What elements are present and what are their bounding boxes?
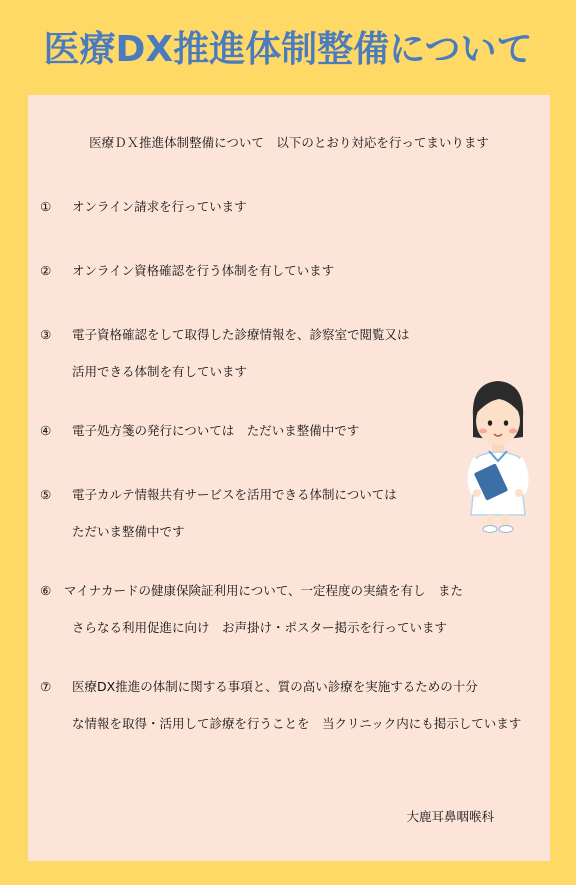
nurse-illustration [453,375,543,535]
item-text-continued: 活用できる体制を有しています [72,364,248,379]
item-text-continued: ただいま整備中です [72,524,185,539]
list-item [40,476,397,550]
item-number: ③ [40,327,52,342]
notice-panel [28,95,550,861]
item-text: マイナカードの健康保険証利用について、一定程度の実績を有し また [64,583,464,598]
item-number: ① [40,199,52,214]
item-text: 電子カルテ情報共有サービスを活用できる体制については [72,487,397,502]
page-title: 医療DX推進体制整備について [43,29,533,70]
item-text: オンライン請求を行っています [72,199,247,214]
list-item [40,188,247,225]
list-item [40,252,334,289]
list-item [40,412,359,449]
intro-text: 医療ＤＸ推進体制整備について 以下のとおり対応を行ってまいります [89,135,489,150]
item-text: オンライン資格確認を行う体制を有しています [72,263,335,278]
item-number: ④ [40,423,52,438]
item-text: 医療DX推進の体制に関する事項と、質の高い診療を実施するための十分 [72,679,478,694]
list-item [40,572,463,646]
item-number: ⑥ [40,583,52,598]
clinic-signature: 大鹿耳鼻咽喉科 [406,809,494,824]
item-text: 電子処方箋の発行については ただいま整備中です [72,423,360,438]
item-number: ⑤ [40,487,52,502]
list-item [40,668,521,742]
item-number: ⑦ [40,679,52,694]
item-text: 電子資格確認をして取得した診療情報を、診察室で閲覧又は [72,327,410,342]
item-text-continued: さらなる利用促進に向け お声掛け・ポスター掲示を行っています [72,620,448,635]
item-text-continued: な情報を取得・活用して診療を行うことを 当クリニック内にも掲示しています [72,716,522,731]
list-item [40,316,410,390]
item-number: ② [40,263,52,278]
